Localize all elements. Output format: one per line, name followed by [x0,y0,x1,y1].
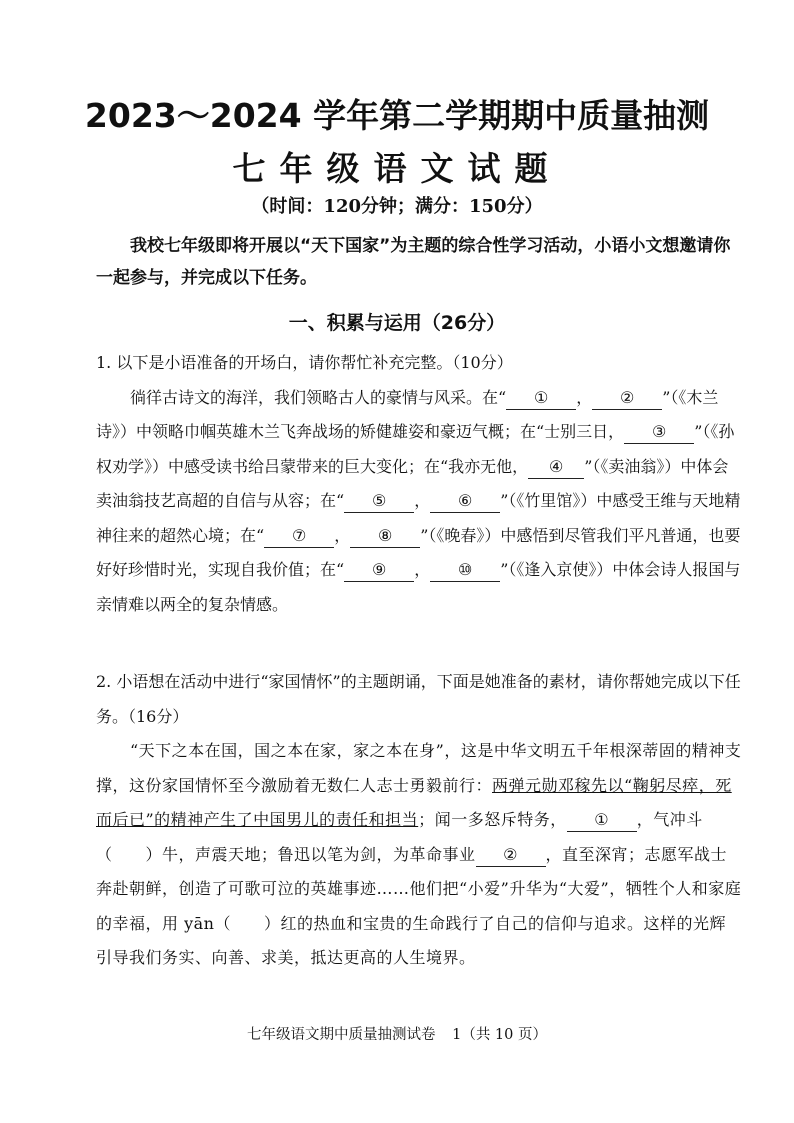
page-footer [0,1023,794,1044]
q1-text: ， [576,387,593,407]
q2-blank-2[interactable]: ② [476,844,546,867]
question-2-stem: 2. 小语想在活动中进行“家国情怀”的主题朗诵，下面是她准备的素材，请你帮她完成以下任务。（16分） [96,672,741,726]
q2-text: ，直至深宵；志愿军战士奔赴朝鲜，创造了可歌可泣的英雄事迹……他们把“小爱”升华为“大爱”，牺牲个人和家庭的幸福，用 yān（ ）红的热血和宝贵的生命践行了自己的信仰与追求。这样的光辉引导我们务实、向善、求美，抵达更高的人生境界。 [96,844,742,967]
q1-blank-3[interactable]: ③ [624,421,694,444]
q1-blank-8[interactable]: ⑧ [350,525,420,548]
footer-page-info: 1（共 10 页） [452,1027,547,1043]
exam-grade-subject-title: 七年级语文试题 [232,149,562,188]
q1-blank-9[interactable]: ⑨ [344,559,414,582]
q1-text: ”（《晚春》）中感悟到尽管我们平凡普通，也要好好珍惜时光，实现自我价值；在“ [96,525,741,579]
q1-blank-7[interactable]: ⑦ [264,525,334,548]
q1-blank-6[interactable]: ⑥ [430,490,500,513]
q2-text: ，气冲斗（ ）牛，声震天地；鲁迅以笔为剑，为革命事业 [96,810,703,864]
q1-text: ， [414,560,431,579]
q1-text: ， [414,491,431,510]
q1-text: ， [334,525,351,545]
exam-title: 2023～2024 学年第二学期期中质量抽测 [84,96,710,135]
exam-time-score: （时间：120分钟；满分：150分） [251,196,543,217]
q2-underlined-sentence: 两弹元勋邓稼先以“鞠躬尽瘁，死而后已”的精神产生了中国男儿的责任和担当 [96,775,732,829]
intro-paragraph: 我校七年级即将开展以“天下国家”为主题的综合性学习活动，小语小文想邀请你一起参与，并完成以下任务。 [96,236,731,288]
q1-text: ”（《逢入京使》）中体会诗人报国与亲情难以两全的复杂情感。 [96,560,741,614]
question-1 [96,346,742,622]
question-2 [96,665,742,976]
question-1-body [96,381,742,623]
question-1-stem: 1. 以下是小语准备的开场白，请你帮忙补充完整。（10分） [96,353,513,372]
q1-text: ”（《竹里馆》）中感受王维与天地精神往来的超然心境；在“ [96,491,741,545]
q2-text: “天下之本在国，国之本在家，家之本在身”，这是中华文明五千年根深蒂固的精神支撑，这份家国情怀至今激励着无数仁人志士勇毅前行： [96,741,742,795]
q1-blank-4[interactable]: ④ [528,456,584,479]
q1-text: 徜徉古诗文的海洋，我们领略古人的豪情与风采。在“ [130,387,507,407]
q1-blank-2[interactable]: ② [592,387,662,410]
q1-blank-5[interactable]: ⑤ [344,490,414,513]
section-heading: 一、积累与运用（26分） [288,312,506,334]
footer-exam-name: 七年级语文期中质量抽测试卷 [246,1027,436,1043]
q1-blank-10[interactable]: ⑩ [430,559,500,582]
q2-blank-1[interactable]: ① [567,809,637,832]
q1-text: ”（《卖油翁》）中体会卖油翁技艺高超的自信与从容；在“ [96,456,729,510]
question-2-passage [96,734,742,976]
q2-text: ；闻一多怒斥特务， [418,810,567,829]
q1-text: ”（《孙权劝学》）中感受读书给吕蒙带来的巨大变化；在“我亦无他， [96,422,735,476]
q1-blank-1[interactable]: ① [506,387,576,410]
q1-text: ”（《木兰诗》）中领略巾帼英雄木兰飞奔战场的矫健雄姿和豪迈气概；在“士别三日， [96,387,719,441]
